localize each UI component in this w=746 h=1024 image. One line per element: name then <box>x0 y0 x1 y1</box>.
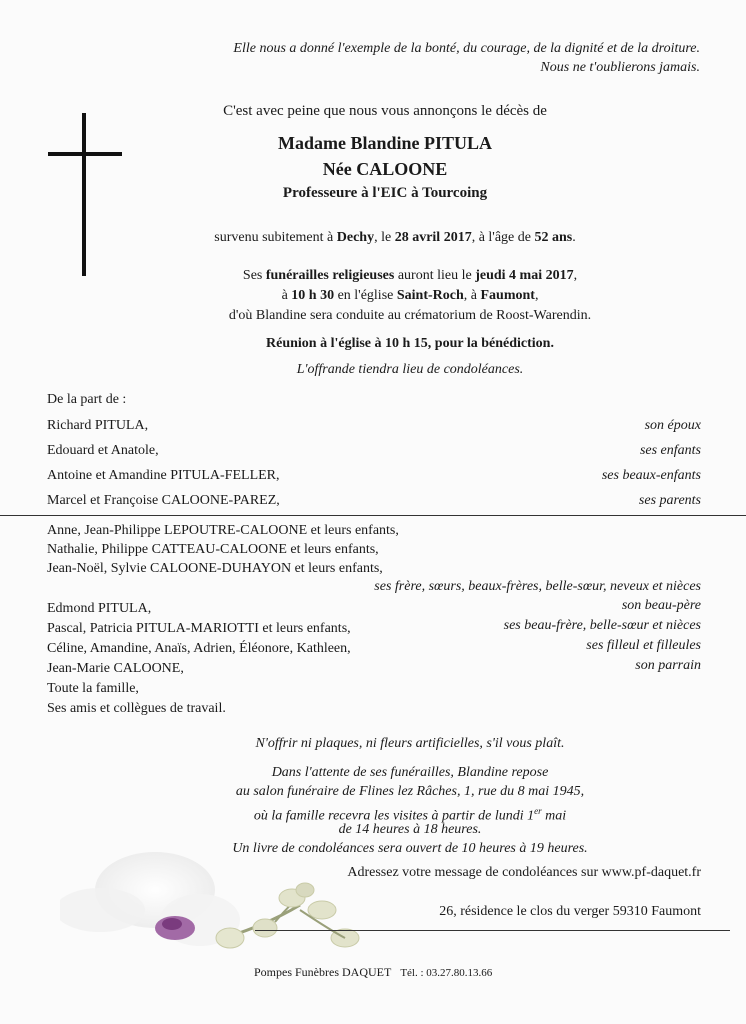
funeral-l2-b: 10 h 30 <box>291 288 335 303</box>
flowers-note: N'offrir ni plaques, ni fleurs artificielles, s'il vous plaît. <box>255 736 565 751</box>
rest-line-1: Dans l'attente de ses funérailles, Blandine repose <box>271 765 549 780</box>
family-name: Céline, Amandine, Anaïs, Adrien, Éléonore, Kathleen, <box>47 641 351 656</box>
epigraph-line-1: Elle nous a donné l'exemple de la bonté, du courage, de la dignité et de la droiture. <box>233 41 700 56</box>
sibling-line: Nathalie, Philippe CATTEAU-CALOONE et leurs enfants, <box>47 542 379 557</box>
family-intro: De la part de : <box>47 392 127 407</box>
funeral-l1-e: , <box>573 268 578 283</box>
funeral-l2-c: en l'église <box>334 288 397 303</box>
family-name: Antoine et Amandine PITULA-FELLER, <box>47 468 280 483</box>
family-relation: ses parents <box>638 493 701 508</box>
separator-rule <box>0 515 746 516</box>
death-prefix: survenu subitement à <box>214 230 337 245</box>
funeral-l1-b: funérailles religieuses <box>265 268 395 283</box>
family-name: Marcel et Françoise CALOONE-PAREZ, <box>47 493 280 508</box>
family-relation: ses beau-frère, belle-sœur et nièces <box>503 618 701 633</box>
death-place: Dechy <box>336 230 375 245</box>
funeral-l2-g: , <box>534 288 539 303</box>
rest-line-3-sup: er <box>534 806 542 816</box>
deceased-birth-name: Née CALOONE <box>322 159 448 179</box>
family-relation: ses filleul et filleules <box>586 638 701 653</box>
death-end: . <box>572 230 576 245</box>
death-age-prefix: , à l'âge de <box>471 230 535 245</box>
family-name: Jean-Marie CALOONE, <box>47 661 184 676</box>
epigraph-line-2: Nous ne t'oublierons jamais. <box>540 60 700 75</box>
rest-line-3-a: où la famille recevra les visites à partir de lundi 1 <box>253 808 535 824</box>
family-name: Edouard et Anatole, <box>47 443 159 458</box>
bottom-rule <box>255 930 730 931</box>
rest-line-4: de 14 heures à 18 heures. <box>338 822 482 837</box>
family-name: Toute la famille, <box>47 681 139 696</box>
death-sep: , le <box>374 230 395 245</box>
funeral-line-4: Réunion à l'église à 10 h 15, pour la bénédiction. <box>266 336 554 351</box>
family-name: Ses amis et collègues de travail. <box>47 701 226 716</box>
death-age: 52 ans <box>534 230 573 245</box>
family-name: Richard PITULA, <box>47 418 149 433</box>
funeral-l2-f: Faumont <box>480 288 535 303</box>
funeral-line-3: d'où Blandine sera conduite au crématorium de Roost-Warendin. <box>228 308 592 323</box>
deceased-occupation: Professeure à l'EIC à Tourcoing <box>282 185 488 201</box>
funeral-l1-c: auront lieu le <box>394 268 476 283</box>
siblings-relation: ses frère, sœurs, beaux-frères, belle-sœur, neveux et nièces <box>374 579 701 594</box>
family-relation: son parrain <box>635 658 701 673</box>
funeral-line-2 <box>150 287 670 305</box>
family-name: Edmond PITULA, <box>47 601 152 616</box>
funeral-l1-d: jeudi 4 mai 2017 <box>475 268 574 283</box>
sibling-line: Anne, Jean-Philippe LEPOUTRE-CALOONE et leurs enfants, <box>47 523 399 538</box>
rest-line-5: Un livre de condoléances sera ouvert de 10 heures à 19 heures. <box>232 841 588 856</box>
announcement: C'est avec peine que nous vous annonçons le décès de <box>223 103 547 119</box>
family-relation: son époux <box>644 418 701 433</box>
funeral-line-5: L'offrande tiendra lieu de condoléances. <box>296 362 524 377</box>
funeral-l2-a: à <box>281 288 292 303</box>
death-date: 28 avril 2017 <box>394 230 472 245</box>
death-line <box>150 229 640 247</box>
family-relation: ses beaux-enfants <box>601 468 701 483</box>
funeral-l2-d: Saint-Roch <box>396 288 464 303</box>
deceased-name: Madame Blandine PITULA <box>277 133 493 153</box>
footer-company: Pompes Funèbres DAQUET <box>254 965 392 979</box>
family-relation: ses enfants <box>639 443 701 458</box>
rest-line-3-b: mai <box>541 808 567 824</box>
funeral-l1-a: Ses <box>242 268 266 283</box>
family-relation: son beau-père <box>621 598 701 613</box>
funeral-l2-e: , à <box>463 288 481 303</box>
footer <box>254 963 492 982</box>
address: 26, résidence le clos du verger 59310 Faumont <box>439 904 701 919</box>
cross-icon-bar <box>48 152 122 156</box>
sibling-line: Jean-Noël, Sylvie CALOONE-DUHAYON et leurs enfants, <box>47 561 383 576</box>
family-name: Pascal, Patricia PITULA-MARIOTTI et leurs enfants, <box>47 621 351 636</box>
condolences-message: Adressez votre message de condoléances sur www.pf-daquet.fr <box>347 865 701 880</box>
rest-line-2: au salon funéraire de Flines lez Râches, 1, rue du 8 mai 1945, <box>235 784 585 799</box>
funeral-line-1 <box>150 267 670 285</box>
cross-icon <box>82 113 86 276</box>
footer-tel: Tél. : 03.27.80.13.66 <box>400 967 493 979</box>
